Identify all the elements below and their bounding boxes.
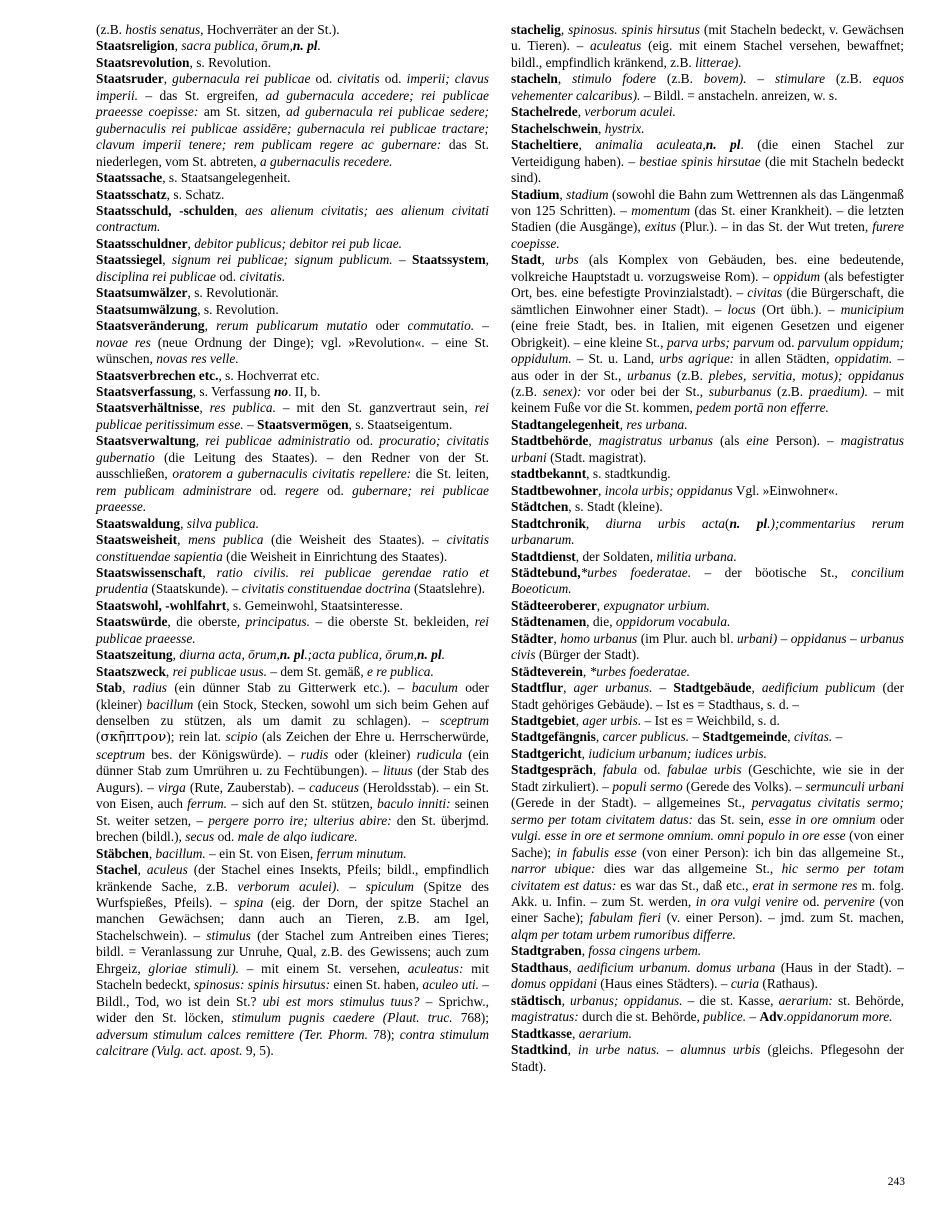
dictionary-entry: Staatswaldung, silva publica. xyxy=(96,515,259,531)
dictionary-entry: Städtebund,*urbes foederatae. – der böotische St., concilium Boeoticum. xyxy=(511,564,904,597)
dictionary-entry: Stadium, stadium (sowohl die Bahn zum Wettrennen als das Längenmaß von 125 Schritten). – momentum (das St. einer Krankheit). – die letzten Stadien (die Ausgänge), exitus (Plur.). – in das St. der Wut treten, furere coepisse. xyxy=(511,186,904,251)
dictionary-entry: Städter, homo urbanus (im Plur. auch bl. urbani) – oppidanus – urbanus civis (Bürger der Stadt). xyxy=(511,630,905,663)
dictionary-entry: Stachelschwein, hystrix. xyxy=(511,120,645,136)
dictionary-entry: (z.B. hostis senatus, Hochverräter an der St.). xyxy=(96,22,340,37)
dictionary-entry: Staatsschuld, -schulden, aes alienum civitatis; aes alienum civitati contractum. xyxy=(96,202,489,235)
dictionary-entry: städtisch, urbanus; oppidanus. – die st. Kasse, aerarium: st. Behörde, magistratus: durch die st. Behörde, publice. – Adv.oppidanorum more. xyxy=(511,992,905,1025)
dictionary-entry: Staatsschuldner, debitor publicus; debitor rei pub licae. xyxy=(96,235,403,251)
dictionary-entry: Stadtbewohner, incola urbis; oppidanus Vgl. »Einwohner«. xyxy=(511,482,839,498)
dictionary-entry: Stadtkind, in urbe natus. – alumnus urbis (gleichs. Pflegesohn der Stadt). xyxy=(511,1042,905,1074)
dictionary-entry: Stadthaus, aedificium urbanum. domus urbana (Haus in der Stadt). – domus oppidani (Haus eines Städters). – curia (Rathaus). xyxy=(511,959,905,992)
dictionary-entry: Städtenamen, die, oppidorum vocabula. xyxy=(511,614,731,630)
page-number: 243 xyxy=(887,1176,905,1188)
dictionary-entry: Staatsruder, gubernacula rei publicae od. civitatis od. imperii; clavus imperii. – das St. ergreifen, ad gubernacula accedere; rei publicae praeesse coepisse: am St. sitzen, ad gubernacula rei publicae sedere; gubernaculis rei publicae assidēre; gubernacula rei publicae tractare; clavum imperii tenere; rem publicam regere ac gubernare: das St. niederlegen, vom St. abtreten, a gubernaculis recedere. xyxy=(96,71,490,169)
dictionary-entry: Staatswohl, -wohlfahrt, s. Gemeinwohl, Staatsinteresse. xyxy=(96,597,403,613)
dictionary-entry: Stachel, aculeus (der Stachel eines Insekts, Pfeils; bildl., empfindlich kränkende Sache, z.B. verborum aculei). – spiculum (Spitze des Wurfspießes, Pfeils). – spina (eig. der Dorn, der spitze Stachel an manchen Gewächsen; dann auch an Tieren, z.B. am Igel, Stachelschwein). – stimulus (der Stachel zum Antreiben eines Tieres; bildl. = Veranlassung zur Unruhe, Qual, z.B. des Gewissens; auch zum Ehrgeiz, gloriae stimuli). – mit einem St. versehen, aculeatus: mit Stacheln bedeckt, spinosus: spinis hirsutus: einen St. haben, aculeo uti. – Bildl., Tod, wo ist dein St.? ubi est mors stimulus tuus? – Sprichw., wider den St. löcken, stimulum pugnis caedere (Plaut. truc. 768); adversum stimulum calces remittere (Ter. Phorm. 78); contra stimulum calcitrare (Vulg. act. apost. 9, 5). xyxy=(96,862,490,1059)
dictionary-entry: Staatsweisheit, mens publica (die Weisheit des Staates). – civitatis constituendae sapientia (die Weisheit in Einrichtung des Staates). xyxy=(96,532,489,564)
page-columns xyxy=(96,22,905,1150)
dictionary-entry: Stab, radius (ein dünner Stab zu Gitterwerk etc.). – baculum oder (kleiner) bacillum (ein Stock, Stecken, sowohl um sich beim Gehen auf denselben zu stützen, als um damit zu schlagen). – sceptrum (σκῆπτρον); rein lat. scipio (als Zeichen der Ehre u. Herrscherwürde, sceptrum bes. der Königswürde). – rudis oder (kleiner) rudicula (ein dünner Stab zum Umrühren u. zu Fechtübungen). – lituus (der Stab des Augurs). – virga (Rute, Zauberstab). – caduceus (Heroldsstab). – ein St. von Eisen, auch ferrum. – sich auf den St. stützen, baculo inniti: seinen St. weiter setzen, – pergere porro ire; ulterius abire: den St. überjmd. brechen (bildl.), secus od. male de alqo iudicare. xyxy=(96,680,489,845)
dictionary-entry: Staatsumwälzung, s. Revolution. xyxy=(96,301,279,317)
dictionary-entry: Stadtangelegenheit, res urbana. xyxy=(511,416,688,432)
dictionary-entry: Staatsverbrechen etc., s. Hochverrat etc. xyxy=(96,367,320,383)
dictionary-entry: Staatszweck, rei publicae usus. – dem St. gemäß, e re publica. xyxy=(96,663,434,679)
dictionary-entry: Stadtgefängnis, carcer publicus. – Stadtgemeinde, civitas. – xyxy=(511,729,843,745)
dictionary-entry: Staatsrevolution, s. Revolution. xyxy=(96,54,271,70)
dictionary-entry: Staatsschatz, s. Schatz. xyxy=(96,186,225,202)
dictionary-entry: Staatsumwälzer, s. Revolutionär. xyxy=(96,285,279,301)
dictionary-entry: Stadtdienst, der Soldaten, militia urbana. xyxy=(511,548,737,564)
dictionary-entry: Staatsverfassung, s. Verfassung no. II, b. xyxy=(96,383,321,399)
dictionary-entry: Stachelrede, verborum aculei. xyxy=(511,104,676,120)
dictionary-entry: Staatsverwaltung, rei publicae administratio od. procuratio; civitatis gubernatio (die Leitung des Staates). – den Redner von der St. ausschließen, oratorem a gubernaculis civitatis repellere: die St. leiten, rem publicam administrare od. regere od. gubernare; rei publicae praeesse. xyxy=(96,433,489,515)
dictionary-entry: Stadtgespräch, fabula od. fabulae urbis (Geschichte, wie sie in der Stadt zirkuliert). – populi sermo (Gerede des Volks). – sermunculi urbani (Gerede in der Stadt). – allgemeines St., pervagatus civitatis sermo; sermo per totam civitatem datus: das St. sein, esse in ore omnium oder vulgi. esse in ore et sermone omnium. omni populo in ore esse (von einer Sache); in fabulis esse (von einer Person): ich bin das allgemeine St., narror ubique: dies war das allgemeine St., hic sermo per totam civitatem est datus: es war das St., daß etc., erat in sermone res m. folg. Akk. u. Infin. – zum St. werden, in ora vulgi venire od. pervenire (von einer Sache); fabulam fieri (v. einer Person). – jmd. zum St. machen, alqm per totam urbem rumoribus differre. xyxy=(511,762,905,942)
left-column xyxy=(96,22,489,1150)
dictionary-entry: Staatsreligion, sacra publica, ōrum,n. pl. xyxy=(96,38,321,54)
dictionary-entry: Staatswürde, die oberste, principatus. – die oberste St. bekleiden, rei publicae praeesse. xyxy=(96,614,489,646)
dictionary-entry: Staatssiegel, signum rei publicae; signum publicum. – Staatssystem, disciplina rei publicae od. civitatis. xyxy=(96,252,489,284)
dictionary-entry: Staatszeitung, diurna acta, ōrum,n. pl.;acta publica, ōrum,n. pl. xyxy=(96,647,445,663)
dictionary-entry: Stadtgebiet, ager urbis. – Ist es = Weichbild, s. d. xyxy=(511,713,780,729)
dictionary-entry: stacheln, stimulo fodere (z.B. bovem). – stimulare (z.B. equos vehementer calcaribus). – Bildl. = anstacheln. anreizen, w. s. xyxy=(511,71,905,103)
dictionary-entry: Stadtflur, ager urbanus. – Stadtgebäude, aedificium publicum (der Stadt gehöriges Gebäude). – Ist es = Stadthaus, s. d. – xyxy=(511,680,905,712)
dictionary-entry: Stäbchen, bacillum. – ein St. von Eisen, ferrum minutum. xyxy=(96,845,407,861)
dictionary-entry: Staatssache, s. Staatsangelegenheit. xyxy=(96,170,291,186)
dictionary-entry: Stadtchronik, diurna urbis acta(n. pl.);commentarius rerum urbanarum. xyxy=(511,515,904,548)
dictionary-entry: Stadtgericht, iudicium urbanum; iudices urbis. xyxy=(511,745,767,761)
dictionary-entry: Stadt, urbs (als Komplex von Gebäuden, bes. eine bedeutende, volkreiche Hauptstadt u. vorzugsweise Rom). – oppidum (als befestigter Ort, bes. eine befestigte Provinzialstadt). – civitas (die Bürgerschaft, die sämtlichen Einwohner einer Stadt). – locus (Ort übh.). – municipium (eine freie Stadt, bes. in Italien, mit eigenen Gesetzen und eigener Obrigkeit). – eine kleine St., parva urbs; parvum od. parvulum oppidum; oppidulum. – St. u. Land, urbs agrique: in allen Städten, oppidatim. – aus oder in der St., urbanus (z.B. plebes, servitia, motus); oppidanus (z.B. senex): vor oder bei der St., suburbanus (z.B. praedium). – mit keinem Fuße vor die St. kommen, pedem portā non efferre. xyxy=(511,252,905,416)
dictionary-entry: Städtchen, s. Stadt (kleine). xyxy=(511,499,663,515)
dictionary-entry: Stadtkasse, aerarium. xyxy=(511,1025,632,1041)
dictionary-entry: Städteeroberer, expugnator urbium. xyxy=(511,597,710,613)
dictionary-entry: Stadtbehörde, magistratus urbanus (als eine Person). – magistratus urbani (Stadt. magistrat). xyxy=(511,433,904,465)
dictionary-entry: Städteverein, *urbes foederatae. xyxy=(511,663,691,679)
dictionary-entry: Stadtgraben, fossa cingens urbem. xyxy=(511,943,702,959)
right-column xyxy=(511,22,904,1150)
dictionary-entry: Stacheltiere, animalia aculeata,n. pl. (die einen Stachel zur Verteidigung haben). – bestiae spinis hirsutae (die mit Stacheln bedeckt sind). xyxy=(511,137,905,186)
dictionary-entry: stadtbekannt, s. stadtkundig. xyxy=(511,466,671,482)
dictionary-entry: stachelig, spinosus. spinis hirsutus (mit Stacheln bedeckt, v. Gewächsen u. Tieren). – aculeatus (eig. mit einem Stachel versehen, bewaffnet; bildl., empfindlich kränkend, z.B. litterae). xyxy=(511,22,904,70)
dictionary-entry: Staatswissenschaft, ratio civilis. rei publicae gerendae ratio et prudentia (Staatskunde). – civitatis constituendae doctrina (Staatslehre). xyxy=(96,564,489,597)
dictionary-entry: Staatsveränderung, rerum publicarum mutatio oder commutatio. – novae res (neue Ordnung der Dinge); vgl. »Revolution«. – eine St. wünschen, novas res velle. xyxy=(96,318,489,367)
dictionary-entry: Staatsverhältnisse, res publica. – mit den St. ganzvertraut sein, rei publicae peritissimum esse. – Staatsvermögen, s. Staatseigentum. xyxy=(96,400,489,432)
